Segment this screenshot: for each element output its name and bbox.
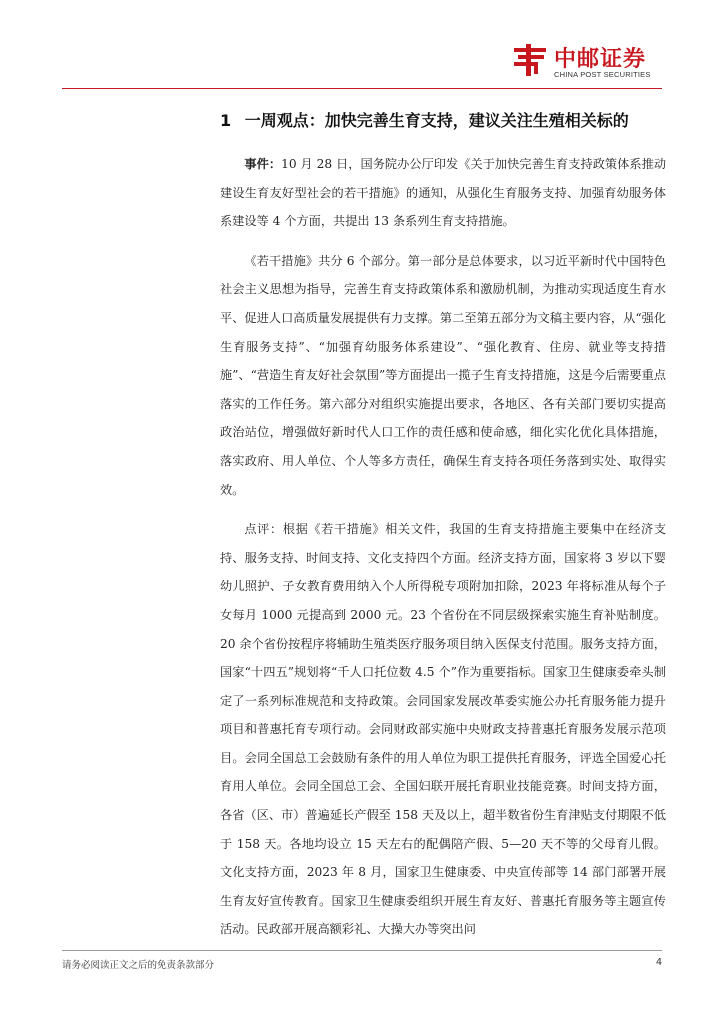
footer-divider bbox=[62, 950, 662, 951]
brand-name-cn: 中邮证券 bbox=[554, 47, 647, 72]
brand-logo bbox=[512, 42, 672, 82]
article-body bbox=[220, 150, 666, 955]
section-number: 1 bbox=[220, 111, 232, 130]
footer-disclaimer: 请务必阅读正文之后的免责条款部分 bbox=[62, 960, 215, 971]
event-text: 10 月 28 日，国务院办公厅印发《关于加快完善生育支持政策体系推动建设生育友好型社会的若干措施》的通知，从强化生育服务支持、加强育幼服务体系建设等 4 个方面，共提出 13 条系列生育支持措施。 bbox=[220, 157, 667, 229]
event-lead: 事件： bbox=[244, 157, 282, 171]
paragraph-event bbox=[220, 150, 666, 236]
comment-lead: 点评： bbox=[244, 522, 283, 537]
section-heading bbox=[220, 108, 629, 131]
header-divider bbox=[62, 88, 662, 89]
comment-text: 根据《若干措施》相关文件，我国的生育支持措施主要集中在经济支持、服务支持、时间支持、文化支持四个方面。经济支持方面，国家将 3 岁以下婴幼儿照护、子女教育费用纳入个人所得税专项附加扣除，2023 年将标准从每个子女每月 1000 元提高到 2000 元。23 个省份在不同层级探索实施生育补贴制度。20 余个省份按程序将辅助生殖类医疗服务项目纳入医保支付范围。服务支持方面，国家“十四五”规划将“千人口托位数 4.5 个”作为重要指标。国家卫生健康委牵头制定了一系列标准规范和支持政策。会同国家发展改革委实施公办托育服务能力提升项目和普惠托育专项行动。会同财政部实施中央财政支持普惠托育服务发展示范项目。会同全国总工会鼓励有条件的用人单位为职工提供托育服务，评选全国爱心托育用人单位。会同全国总工会、全国妇联开展托育职业技能竞赛。时间支持方面，各省（区、市）普遍延长产假至 158 天及以上，超半数省份生育津贴支付期限不低于 158 天。各地均设立 15 天左右的配偶陪产假、5—20 天不等的父母育儿假。文化支持方面，2023 年 8 月，国家卫生健康委、中央宣传部等 14 部门部署开展生育友好宣传教育。国家卫生健康委组织开展生育友好、普惠托育服务等主题宣传活动。民政部开展高额彩礼、大操大办等突出问 bbox=[220, 522, 667, 937]
page-number: 4 bbox=[655, 957, 662, 968]
paragraph-comment bbox=[220, 515, 666, 944]
china-post-logo-icon bbox=[512, 44, 548, 76]
section-title-text: 一周观点：加快完善生育支持，建议关注生殖相关标的 bbox=[244, 111, 629, 130]
paragraph-measures: 《若干措施》共分 6 个部分。第一部分是总体要求，以习近平新时代中国特色社会主义思想为指导，完善生育支持政策体系和激励机制，为推动实现适度生育水平、促进人口高质量发展提供有力支撑。第二至第五部分为文稿主要内容，从“强化生育服务支持”、“加强育幼服务体系建设”、“强化教育、住房、就业等支持措施”、“营造生育友好社会氛围”等方面提出一揽子生育支持措施，这是今后需要重点落实的工作任务。第六部分对组织实施提出要求，各地区、各有关部门要切实提高政治站位，增强做好新时代人口工作的责任感和使命感，细化实化优化具体措施，落实政府、用人单位、个人等多方责任，确保生育支持各项任务落到实处、取得实效。 bbox=[220, 253, 666, 497]
brand-name-en: CHINA POST SECURITIES bbox=[554, 70, 651, 79]
